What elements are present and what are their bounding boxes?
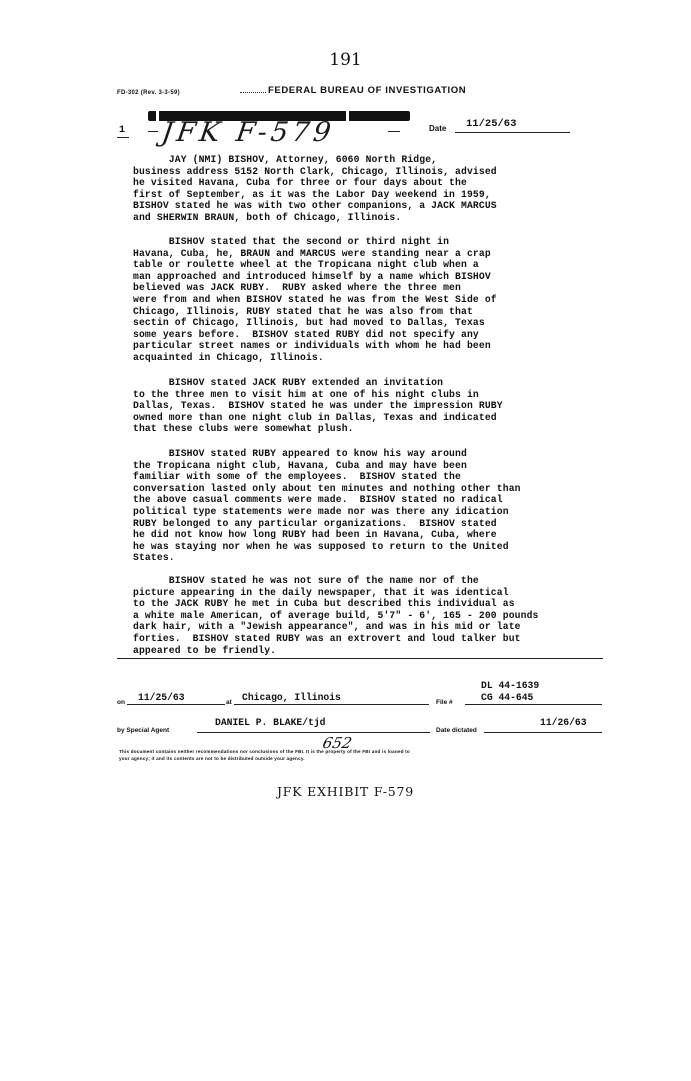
file-underline: [465, 704, 602, 705]
dash-mark: [148, 131, 158, 132]
form-id: FD-302 (Rev. 3-3-59): [117, 90, 180, 96]
special-agent-underline: [197, 732, 430, 733]
handwritten-exhibit-number: JFK F-579: [159, 117, 337, 148]
interview-date-underline: [127, 704, 225, 705]
body-paragraph: BISHOV stated JACK RUBY extended an invitation to the three men to visit him at one of his night clubs in Dallas, Texas. BISHOV stated he was under the impression RUBY owned more than one night club in Dallas, Texas and indicated that these clubs were somewhat plush.: [133, 377, 503, 435]
distribution-notice: This document contains neither recommendations nor conclusions of the FBI. It is the property of the FBI and is loaned to your agency; it and its contents are not to be distributed outside your agency.: [119, 749, 410, 761]
location-value: Chicago, Illinois: [242, 692, 341, 703]
date-underline: [455, 132, 570, 133]
page-one-rule: [117, 137, 129, 138]
date-value: 11/25/63: [466, 118, 517, 130]
special-agent-value: DANIEL P. BLAKE/tjd: [215, 717, 326, 728]
location-underline: [234, 704, 429, 705]
date-dictated-value: 11/26/63: [540, 717, 587, 728]
body-paragraph: BISHOV stated that the second or third night in Havana, Cuba, he, BRAUN and MARCUS were standing near a crap table or roulette wheel at the Tropicana night club when a man approached and introduced himself by a name which BISHOV believed was JACK RUBY. RUBY asked where the three men were from and when BISHOV stated he was from the West Side of Chicago, Illinois, RUBY stated that he was also from that sectin of Chicago, Illinois, but had moved to Dallas, Texas some years before. BISHOV stated RUBY did not specify any particular street names or individuals with whom he had been acquainted in Chicago, Illinois.: [133, 236, 497, 363]
page-number: 191: [329, 50, 362, 70]
date-label: Date: [429, 124, 447, 133]
interview-date-label: on: [117, 699, 125, 706]
interview-date-value: 11/25/63: [138, 692, 185, 703]
location-label: at: [226, 699, 232, 706]
exhibit-caption: JFK EXHIBIT F-579: [276, 784, 415, 799]
page-one-marker: 1: [119, 125, 126, 136]
dash-mark: [388, 131, 400, 132]
special-agent-label: by Special Agent: [117, 727, 170, 734]
body-paragraph: BISHOV stated he was not sure of the name nor of the picture appearing in the daily newspaper, that it was identical to the JACK RUBY he met in Cuba but described this individual as a white male American, of average build, 5'7" - 6', 165 - 200 pounds dark hair, with a "Jewish appearance", and was in his mid or late forties. BISHOV stated RUBY was an extrovert and loud talker but appeared to be friendly.: [133, 575, 539, 656]
body-paragraph: JAY (NMI) BISHOV, Attorney, 6060 North Ridge, business address 5152 North Clark, Chicago, Illinois, advised he visited Havana, Cuba for three or four days about the first of September, as it was the Labor Day weekend in 1959, BISHOV stated he was with two other companions, a JACK MARCUS and SHERWIN BRAUN, both of Chicago, Illinois.: [133, 154, 497, 223]
date-dictated-label: Date dictated: [436, 727, 477, 734]
agency-leader-dots: [240, 92, 266, 93]
file-label: File #: [436, 699, 453, 706]
date-dictated-underline: [484, 732, 602, 733]
agency-header: FEDERAL BUREAU OF INVESTIGATION: [268, 85, 467, 96]
body-end-rule: [117, 658, 603, 659]
handwritten-page-number: 652: [321, 734, 354, 752]
body-paragraph: BISHOV stated RUBY appeared to know his way around the Tropicana night club, Havana, Cuba and may have been familiar with some of the employees. BISHOV stated the conversation lasted only about ten minutes and nothing other than the above casual comments were made. BISHOV stated no radical political type statements were made nor was there any idication RUBY belonged to any particular organizations. BISHOV stated he did not know how long RUBY had been in Havana, Cuba, where he was staying nor when he was supposed to return to the United States.: [133, 448, 521, 564]
file-numbers: DL 44-1639 CG 44-645: [481, 680, 540, 703]
